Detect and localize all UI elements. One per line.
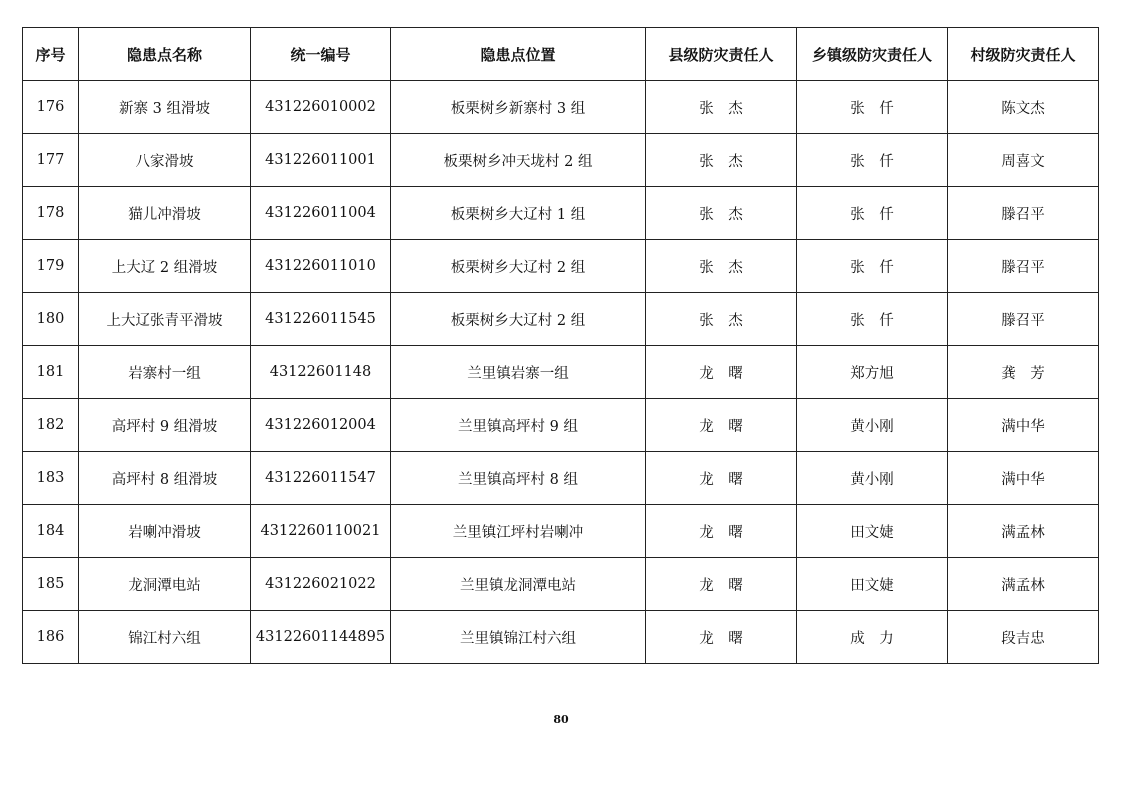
header-township-responsible: 乡镇级防灾责任人 [797,28,948,81]
cell-village-responsible: 满孟林 [948,505,1099,558]
table-row [23,505,1099,558]
cell-county-responsible: 张 杰 [646,134,797,187]
cell-hazard-location: 板栗树乡大辽村 2 组 [391,240,646,293]
cell-county-responsible: 龙 曙 [646,558,797,611]
cell-hazard-location: 兰里镇江坪村岩喇冲 [391,505,646,558]
cell-index: 177 [23,134,79,187]
cell-index: 182 [23,399,79,452]
cell-index: 185 [23,558,79,611]
cell-hazard-name: 八家滑坡 [79,134,251,187]
cell-hazard-name: 岩寨村一组 [79,346,251,399]
page-number: 80 [553,713,569,726]
cell-unified-code: 431226011547 [251,452,391,505]
cell-hazard-location: 兰里镇高坪村 8 组 [391,452,646,505]
cell-hazard-location: 板栗树乡冲天垅村 2 组 [391,134,646,187]
table-row [23,346,1099,399]
cell-township-responsible: 成 力 [797,611,948,664]
cell-hazard-name: 龙洞潭电站 [79,558,251,611]
cell-unified-code: 4312260110021 [251,505,391,558]
table-row [23,452,1099,505]
cell-county-responsible: 张 杰 [646,293,797,346]
cell-township-responsible: 张 仟 [797,187,948,240]
cell-county-responsible: 张 杰 [646,187,797,240]
cell-county-responsible: 龙 曙 [646,611,797,664]
cell-unified-code: 43122601148 [251,346,391,399]
header-hazard-location: 隐患点位置 [391,28,646,81]
header-index: 序号 [23,28,79,81]
table-row [23,240,1099,293]
cell-county-responsible: 张 杰 [646,240,797,293]
cell-township-responsible: 张 仟 [797,134,948,187]
cell-township-responsible: 张 仟 [797,81,948,134]
cell-village-responsible: 陈文杰 [948,81,1099,134]
cell-village-responsible: 滕召平 [948,293,1099,346]
table-body [23,81,1099,664]
cell-hazard-name: 高坪村 9 组滑坡 [79,399,251,452]
cell-hazard-name: 高坪村 8 组滑坡 [79,452,251,505]
header-hazard-name: 隐患点名称 [79,28,251,81]
cell-hazard-location: 兰里镇高坪村 9 组 [391,399,646,452]
cell-unified-code: 431226010002 [251,81,391,134]
cell-index: 180 [23,293,79,346]
cell-index: 184 [23,505,79,558]
hazard-responsibility-table [22,27,1099,664]
table-row [23,611,1099,664]
cell-county-responsible: 龙 曙 [646,452,797,505]
cell-hazard-location: 板栗树乡大辽村 1 组 [391,187,646,240]
cell-township-responsible: 田文婕 [797,505,948,558]
cell-hazard-name: 岩喇冲滑坡 [79,505,251,558]
cell-hazard-location: 兰里镇锦江村六组 [391,611,646,664]
table-row [23,187,1099,240]
cell-village-responsible: 周喜文 [948,134,1099,187]
cell-township-responsible: 郑方旭 [797,346,948,399]
header-county-responsible: 县级防灾责任人 [646,28,797,81]
cell-township-responsible: 田文婕 [797,558,948,611]
cell-hazard-location: 板栗树乡新寨村 3 组 [391,81,646,134]
cell-hazard-location: 兰里镇岩寨一组 [391,346,646,399]
cell-unified-code: 431226011001 [251,134,391,187]
cell-hazard-name: 上大辽张青平滑坡 [79,293,251,346]
cell-township-responsible: 黄小刚 [797,399,948,452]
cell-hazard-location: 板栗树乡大辽村 2 组 [391,293,646,346]
cell-village-responsible: 满孟林 [948,558,1099,611]
cell-hazard-name: 锦江村六组 [79,611,251,664]
cell-township-responsible: 张 仟 [797,240,948,293]
cell-village-responsible: 满中华 [948,399,1099,452]
cell-village-responsible: 段吉忠 [948,611,1099,664]
table-row [23,81,1099,134]
cell-hazard-name: 上大辽 2 组滑坡 [79,240,251,293]
cell-unified-code: 431226012004 [251,399,391,452]
cell-index: 176 [23,81,79,134]
cell-village-responsible: 龚 芳 [948,346,1099,399]
cell-index: 186 [23,611,79,664]
cell-unified-code: 431226011545 [251,293,391,346]
cell-unified-code: 431226011010 [251,240,391,293]
cell-village-responsible: 满中华 [948,452,1099,505]
cell-village-responsible: 滕召平 [948,240,1099,293]
cell-unified-code: 43122601144895 [251,611,391,664]
cell-index: 181 [23,346,79,399]
table-row [23,399,1099,452]
cell-unified-code: 431226021022 [251,558,391,611]
cell-county-responsible: 龙 曙 [646,399,797,452]
table-row [23,558,1099,611]
cell-county-responsible: 龙 曙 [646,346,797,399]
cell-hazard-name: 猫儿冲滑坡 [79,187,251,240]
cell-township-responsible: 黄小刚 [797,452,948,505]
table-row [23,134,1099,187]
cell-index: 178 [23,187,79,240]
cell-unified-code: 431226011004 [251,187,391,240]
cell-county-responsible: 张 杰 [646,81,797,134]
table-row [23,293,1099,346]
cell-county-responsible: 龙 曙 [646,505,797,558]
cell-hazard-name: 新寨 3 组滑坡 [79,81,251,134]
cell-index: 183 [23,452,79,505]
header-village-responsible: 村级防灾责任人 [948,28,1099,81]
cell-hazard-location: 兰里镇龙洞潭电站 [391,558,646,611]
cell-township-responsible: 张 仟 [797,293,948,346]
header-unified-code: 统一编号 [251,28,391,81]
table-header-row [23,28,1099,81]
cell-index: 179 [23,240,79,293]
cell-village-responsible: 滕召平 [948,187,1099,240]
